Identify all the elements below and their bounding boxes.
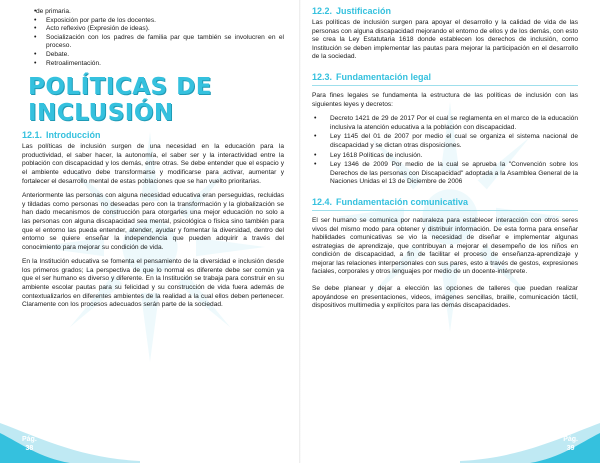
paragraph: En la Institución educativa se fomenta el pensamiento de la diversidad e inclusión desde los primeros grados; La perspectiva de que lo normal es diferente debe ser común ya que el ser humano es diverso y diferente. En la Institución se trabaja para construir en su ambiente escolar pautas para su felicidad y su construcción de vida fuera además de contextualizarlos en diferentes ambientes de la realidad a la cual ellos deben pertenecer. Claramente con los procesos adecuados serán parte de la sociedad. [22, 258, 284, 309]
list-item: • Debate. [32, 51, 284, 60]
paragraph: El ser humano se comunica por naturaleza para establecer interacción con otros seres vivos del mismo modo para obtener y distribuir información. De esta forma para enseñar habilidades comunicativas se vio la necesidad de diseñar e implementar algunas estrategias de aprendizaje, que contribuyan a mejorar el desempeño de los niños en condición de discapacidad, a fin de facilitar el proceso de enseñanza-aprendizaje y mejorar las relaciones interpersonales con sus pares, esto a través de gestos, expresiones faciales, corporales y otros lenguajes por medio de un docente-intérprete. [312, 216, 578, 276]
list-item: • Ley 1346 de 2009 Por medio de la cual se aprueba la "Convención sobre los Derechos de las personas con Discapacidad" adoptada a la Asamblea General de la Naciones Unidas el 13 de Diciembre de 2006 [312, 161, 578, 187]
list-item: • de primaria. [32, 8, 284, 17]
paragraph: Las políticas de inclusión surgen de una necesidad en la educación para la productividad, el saber hacer, la autonomía, el saber ser y la interactividad entre la población con discapacidad y los demás, entre otras. Se debe entender que el espacio y el ambiente educativo debe transformarse y modificarse para activar, aumentar y fortalecer el desarrollo mental de estas poblaciones que se han vuelto prioritarias. [22, 143, 284, 185]
paragraph: Las políticas de inclusión surgen para apoyar el desarrollo y la calidad de vida de las personas con alguna discapacidad mejorando el entorno de ellos y de los demás, con esto se crea la Ley Estatutaria 1618 donde establecen los derechos de inclusión, como Institución se deben implementar las pautas para mejorar la participación en el desarrollo de la sociedad. [312, 19, 578, 61]
section-title: Introducción [46, 130, 101, 141]
list-item: • Decreto 1421 de 29 de 2017 Por el cual se reglamenta en el marco de la educación inclusiva la atención educativa a la población con discapacidad. [312, 115, 578, 132]
section-title: Fundamentación comunicativa [336, 196, 469, 207]
section-title: Fundamentación legal [336, 71, 432, 82]
list-item: • Socialización con los padres de familia par que también se involucren en el proceso. [32, 34, 284, 51]
list-item: • Ley 1145 del 01 de 2007 por medio el cual se organiza el sistema nacional de discapacidad y se dictan otras disposiciones. [312, 133, 578, 150]
law-list [312, 115, 578, 187]
footer-wave [300, 403, 600, 463]
right-column [312, 6, 578, 317]
activity-list [22, 8, 284, 68]
page-label: Pág. [22, 436, 37, 443]
section-title: Justificación [336, 6, 392, 16]
section-number: 12.4. [312, 196, 333, 207]
list-item: • Exposición por parte de los docentes. [32, 17, 284, 26]
list-item: • Ley 1618 Políticas de inclusión. [312, 152, 578, 161]
paragraph: Anteriormente las personas con alguna necesidad educativa eran perseguidas, recluidas y tildadas como personas no deseadas pero con la transformación y la globalización se han dado mecanismos de construcción para otorgarles una mejor educación no solo a las personas con alguna discapacidad sea mental, psicológica o física sino también para que el entorno las pueda entender, atender, ayudar y fomentar la diversidad, dentro del entorno se quiere enseñar la independencia que pueden adquirir a través del conocimiento para mejorar su condición de vida. [22, 192, 284, 251]
list-item: • Retroalimentación. [32, 60, 284, 69]
left-column [22, 8, 284, 316]
page-number: 39 [566, 445, 575, 452]
page-number-right [563, 435, 578, 453]
paragraph: Para fines legales se fundamenta la estructura de las políticas de inclusión con las siguientes leyes y decretos: [312, 91, 578, 108]
page-number: 38 [25, 445, 34, 452]
section-number: 12.2. [312, 6, 333, 16]
section-number: 12.1. [22, 130, 43, 141]
section-heading-introduccion [22, 130, 284, 140]
right-page [300, 0, 600, 463]
section-heading-comunicativa [312, 197, 578, 211]
footer-wave [0, 403, 300, 463]
list-item: • Acto reflexivo (Expresión de ideas). [32, 25, 284, 34]
page-label: Pág. [563, 436, 578, 443]
section-heading-legal [312, 72, 578, 86]
chapter-title: POLÍTICAS DE INCLUSIÓN [28, 74, 212, 127]
section-heading-justificacion [312, 6, 578, 16]
page-number-left [22, 435, 37, 453]
paragraph: Se debe planear y dejar a elección las opciones de talleres que puedan realizar apoyándose en presentaciones, videos, imágenes sencillas, braille, comunicación táctil, dispositivos multimedia y explícitos para las demás discapacidades. [312, 285, 578, 310]
section-number: 12.3. [312, 71, 333, 82]
